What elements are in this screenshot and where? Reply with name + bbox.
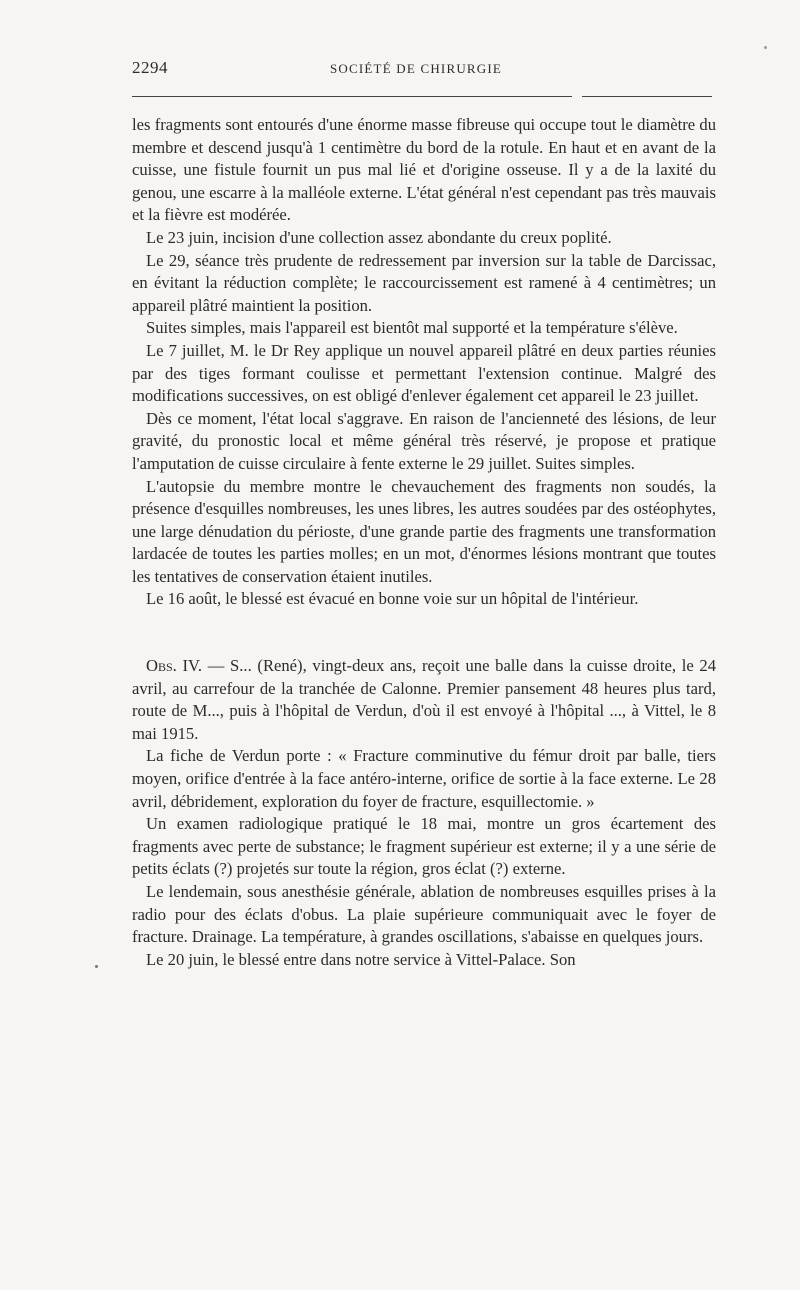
paragraph: L'autopsie du membre montre le chevauchement des fragments non soudés, la présence d'esquilles nombreuses, les unes libres, les autres soudées par des ostéophytes, une large dénudation du périoste, d'une grande partie des fragments une transformation lardacée de toutes les parties molles; en un mot, d'énormes lésions montrant que toutes les tentatives de conservation étaient inutiles. bbox=[132, 476, 716, 586]
header-rule-right bbox=[582, 96, 712, 97]
section-gap bbox=[132, 611, 716, 655]
paragraph: Le 7 juillet, M. le Dr Rey applique un nouvel appareil plâtré en deux parties réunies par des tiges formant coulisse et permettant l'extension continue. Malgré des modifications successives, on est obligé d'enlever également cet appareil le 23 juillet. bbox=[132, 340, 716, 406]
observation-intro: — S... (René), vingt-deux ans, reçoit une balle dans la cuisse droite, le 24 avril, au carrefour de la tranchée de Calonne. Premier pansement 48 heures plus tard, route de M..., puis à l'hôpital de Verdun, d'où il est envoyé à l'hôpital ..., à Vittel, le 8 mai 1915. bbox=[132, 656, 716, 743]
paragraph: Suites simples, mais l'appareil est bientôt mal supporté et la température s'élève. bbox=[146, 318, 678, 338]
margin-speck bbox=[95, 965, 98, 968]
observation-heading-paragraph bbox=[132, 655, 716, 745]
observation-label: Obs. IV. bbox=[146, 656, 203, 676]
running-head: SOCIÉTÉ DE CHIRURGIE bbox=[330, 61, 503, 76]
paragraph: Le 29, séance très prudente de redressement par inversion sur la table de Darcissac, en évitant la réduction complète; le raccourcissement est ramené à 4 centimètres; un appareil plâtré maintient la position. bbox=[132, 250, 716, 315]
paragraph: Le lendemain, sous anesthésie générale, ablation de nombreuses esquilles prises à la radio pour des éclats d'obus. La plaie supérieure communiquait avec le foyer de fracture. Drainage. La température, à grandes oscillations, s'abaisse en quelques jours. bbox=[132, 882, 716, 947]
paragraph: Le 23 juin, incision d'une collection assez abondante du creux poplité. bbox=[146, 227, 612, 247]
paragraph: Le 16 août, le blessé est évacué en bonne voie sur un hôpital de l'intérieur. bbox=[146, 589, 639, 609]
page-number: 2294 bbox=[132, 58, 168, 77]
paragraph: les fragments sont entourés d'une énorme masse fibreuse qui occupe tout le diamètre du membre et descend jusqu'à 1 centimètre du bord de la rotule. En haut et en avant de la cuisse, une fistule fournit un pus mal lié et d'origine osseuse. Il y a de la laxité du genou, une escarre à la malléole externe. L'état général n'est cependant pas très mauvais et la fièvre est modérée. bbox=[132, 115, 716, 225]
paragraph: Un examen radiologique pratiqué le 18 mai, montre un gros écartement des fragments avec perte de substance; le fragment supérieur est externe; il y a une série de petits éclats (?) projetés sur toute la région, gros éclat (?) externe. bbox=[132, 814, 716, 879]
page-header bbox=[132, 58, 712, 86]
paragraph: Dès ce moment, l'état local s'aggrave. En raison de l'ancienneté des lésions, de leur gravité, du pronostic local et même général très réservé, je propose et pratique l'amputation de cuisse circulaire à fente externe le 29 juillet. Suites simples. bbox=[132, 408, 716, 473]
body-text bbox=[132, 114, 716, 971]
paragraph: Le 20 juin, le blessé entre dans notre service à Vittel-Palace. Son bbox=[146, 949, 576, 969]
scan-speck bbox=[764, 46, 767, 49]
header-rule-left bbox=[132, 96, 572, 97]
paragraph: La fiche de Verdun porte : « Fracture comminutive du fémur droit par balle, tiers moyen, orifice d'entrée à la face antéro-interne, orifice de sortie à la face externe. Le 28 avril, débridement, exploration du foyer de fracture, esquillectomie. » bbox=[132, 746, 716, 811]
